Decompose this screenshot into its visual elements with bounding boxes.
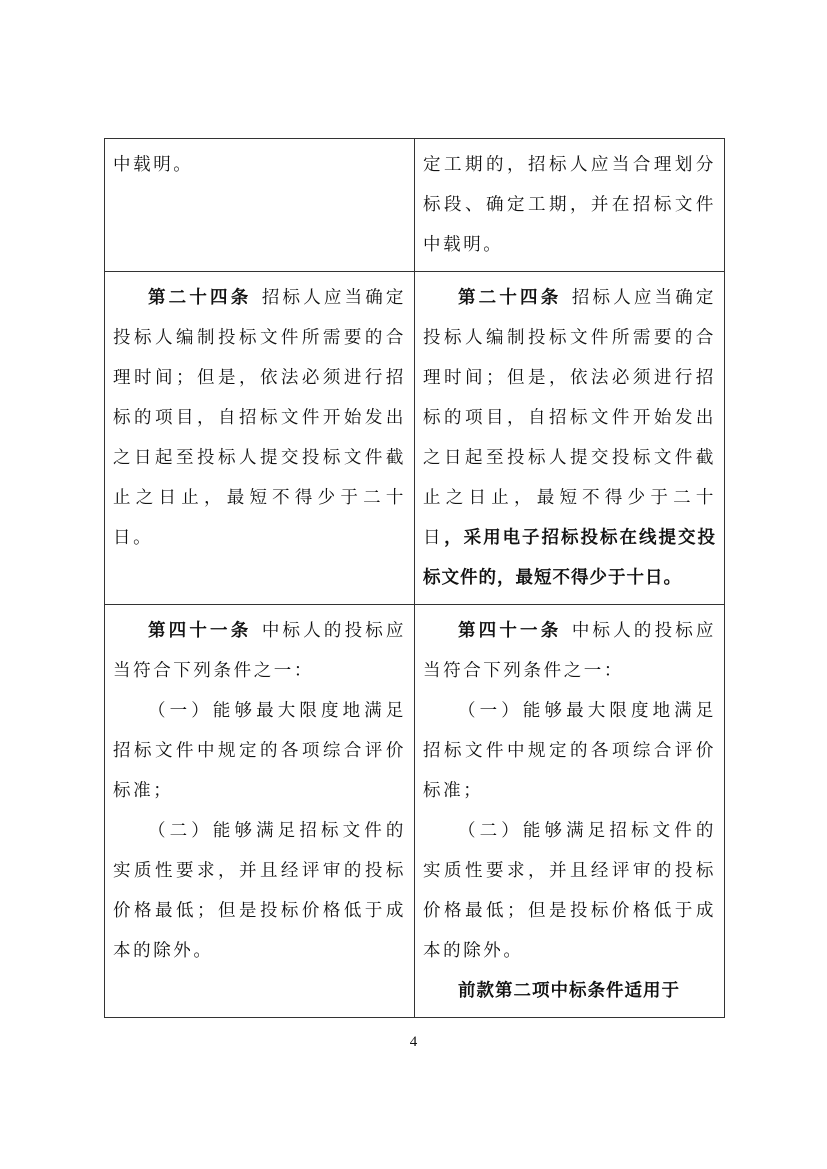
revised-text-cell [415,139,725,272]
list-item: （一）能够最大限度地满足招标文件中规定的各项综合评价标准； [113,701,406,801]
article-paragraph [423,611,716,691]
page-number: 4 [409,1034,418,1050]
original-text-cell [105,605,415,1018]
article-text: 招标人应当确定投标人编制投标文件所需要的合理时间；但是，依法必须进行招标的项目，自招标文件开始发出之日起至投标人提交投标文件截止之日止，最短不得少于二十日 [423,288,717,548]
original-text-cell [105,139,415,272]
article-text: 招标人应当确定投标人编制投标文件所需要的合理时间；但是，依法必须进行招标的项目，自招标文件开始发出之日起至投标人提交投标文件截止之日止，最短不得少于二十日。 [113,288,407,548]
article-number: 第二十四条 [148,288,252,308]
article-number: 第二十四条 [458,288,562,308]
revised-text-cell [415,605,725,1018]
article-paragraph [113,611,406,691]
comparison-table [104,138,725,1018]
cell-text: 中载明。 [113,155,194,175]
article-intro: 中标人的投标应当符合下列条件之一： [423,621,717,681]
article-number: 第四十一条 [458,621,562,641]
cell-text: 定工期的，招标人应当合理划分标段、确定工期，并在招标文件中载明。 [423,155,716,255]
added-text: 前款第二项中标条件适用于 [458,981,680,1001]
article-intro: 中标人的投标应当符合下列条件之一： [113,621,407,681]
article-paragraph [113,278,406,558]
table-row [105,605,725,1018]
table-row [105,272,725,605]
article-number: 第四十一条 [148,621,252,641]
table-row [105,139,725,272]
original-text-cell [105,272,415,605]
list-item: （二）能够满足招标文件的实质性要求，并且经评审的投标价格最低；但是投标价格低于成本的除外。 [423,821,716,961]
list-item: （一）能够最大限度地满足招标文件中规定的各项综合评价标准； [423,701,716,801]
added-text: ，采用电子招标投标在线提交投标文件的，最短不得少于十日。 [423,528,716,588]
revised-text-cell [415,272,725,605]
article-paragraph [423,278,716,598]
list-item: （二）能够满足招标文件的实质性要求，并且经评审的投标价格最低；但是投标价格低于成本的除外。 [113,821,406,961]
